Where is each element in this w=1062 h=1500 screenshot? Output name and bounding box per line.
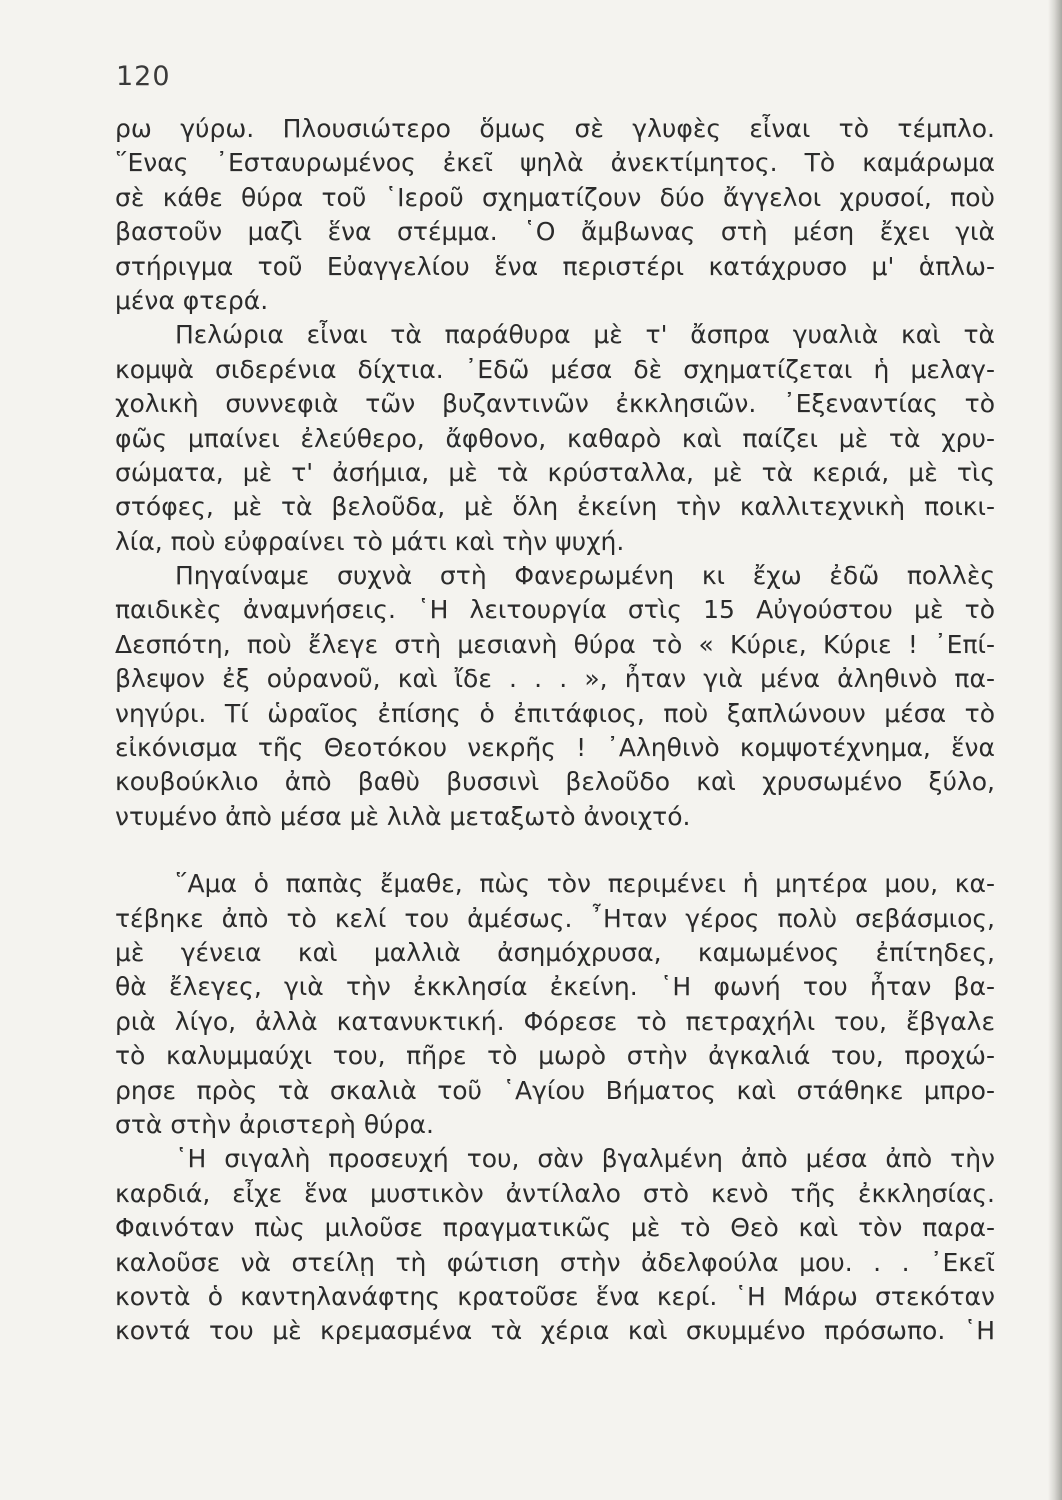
- text-line: καρδιά, εἶχε ἕνα μυστικὸν ἀντίλαλο στὸ κενὸ τῆς ἐκκλησίας.: [115, 1178, 995, 1208]
- text-line: κομψὰ σιδερένια δίχτια. ᾿Εδῶ μέσα δὲ σχηματίζεται ἡ μελαγ-: [115, 354, 995, 384]
- text-line: καλοῦσε νὰ στείλῃ τὴ φώτιση στὴν ἀδελφούλα μου. . . ᾿Εκεῖ: [115, 1247, 995, 1277]
- text-line: βαστοῦν μαζὶ ἕνα στέμμα. ῾Ο ἄμβωνας στὴ μέση ἔχει γιὰ: [115, 217, 995, 247]
- text-line: μένα φτερά.: [115, 285, 269, 315]
- text-line: ντυμένο ἀπὸ μέσα μὲ λιλὰ μεταξωτὸ ἀνοιχτό.: [115, 801, 691, 831]
- text-line: ρησε πρὸς τὰ σκαλιὰ τοῦ ῾Αγίου Βήματος καὶ στάθηκε μπρο-: [115, 1075, 995, 1105]
- text-line: τέβηκε ἀπὸ τὸ κελί του ἀμέσως. ῏Ηταν γέρος πολὺ σεβάσμιος,: [115, 903, 995, 933]
- text-line: φῶς μπαίνει ἐλεύθερο, ἄφθονο, καθαρὸ καὶ παίζει μὲ τὰ χρυ-: [115, 423, 995, 453]
- text-line: Πηγαίναμε συχνὰ στὴ Φανερωμένη κι ἔχω ἐδῶ πολλὲς: [175, 561, 995, 591]
- text-line: μὲ γένεια καὶ μαλλιὰ ἀσημόχρυσα, καμωμένος ἐπίτηδες,: [115, 937, 995, 967]
- text-line: σὲ κάθε θύρα τοῦ ῾Ιεροῦ σχηματίζουν δύο ἄγγελοι χρυσοί, ποὺ: [115, 182, 995, 212]
- text-line: Φαινόταν πὼς μιλοῦσε πραγματικῶς μὲ τὸ Θεὸ καὶ τὸν παρα-: [115, 1213, 995, 1243]
- text-line: ρω γύρω. Πλουσιώτερο ὅμως σὲ γλυφὲς εἶναι τὸ τέμπλο.: [115, 114, 995, 143]
- text-line: βλεψον ἐξ οὐρανοῦ, καὶ ἴδε . . . », ἦταν γιὰ μένα ἀληθινὸ πα-: [115, 664, 995, 694]
- text-line: τὸ καλυμμαύχι του, πῆρε τὸ μωρὸ στὴν ἀγκαλιά του, προχώ-: [115, 1041, 995, 1071]
- text-line: λία, ποὺ εὐφραίνει τὸ μάτι καὶ τὴν ψυχή.: [115, 526, 625, 556]
- text-line: ῞Ενας ᾿Εσταυρωμένος ἐκεῖ ψηλὰ ἀνεκτίμητος. Τὸ καμάρωμα: [115, 148, 995, 178]
- body-text: [115, 112, 995, 1349]
- text-line: ῾Η σιγαλὴ προσευχή του, σὰν βγαλμένη ἀπὸ μέσα ἀπὸ τὴν: [175, 1144, 995, 1174]
- page-number: 120: [116, 61, 171, 92]
- text-line: εἰκόνισμα τῆς Θεοτόκου νεκρῆς ! ᾿Αληθινὸ κομψοτέχνημα, ἕνα: [115, 733, 995, 763]
- text-line: ῞Αμα ὁ παπὰς ἔμαθε, πὼς τὸν περιμένει ἡ μητέρα μου, κα-: [175, 869, 995, 899]
- text-line: στήριγμα τοῦ Εὐαγγελίου ἕνα περιστέρι κατάχρυσο μ' ἁπλω-: [115, 251, 995, 281]
- text-line: κουβούκλιο ἀπὸ βαθὺ βυσσινὶ βελοῦδο καὶ χρυσωμένο ξύλο,: [115, 767, 995, 797]
- text-line: κοντά του μὲ κρεμασμένα τὰ χέρια καὶ σκυμμένο πρόσωπο. ῾Η: [115, 1316, 995, 1346]
- text-line: σώματα, μὲ τ' ἀσήμια, μὲ τὰ κρύσταλλα, μὲ τὰ κεριά, μὲ τὶς: [115, 457, 995, 487]
- text-line: κοντὰ ὁ καντηλανάφτης κρατοῦσε ἕνα κερί. ῾Η Μάρω στεκόταν: [115, 1281, 995, 1311]
- page-edge-shadow: [1048, 0, 1062, 1500]
- text-line: νηγύρι. Τί ὡραῖος ἐπίσης ὁ ἐπιτάφιος, ποὺ ξαπλώνουν μέσα τὸ: [115, 698, 995, 728]
- text-line: ριὰ λίγο, ἀλλὰ κατανυκτική. Φόρεσε τὸ πετραχήλι του, ἔβγαλε: [115, 1006, 995, 1036]
- text-line: θὰ ἔλεγες, γιὰ τὴν ἐκκλησία ἐκείνη. ῾Η φωνή του ἦταν βα-: [115, 972, 995, 1002]
- text-line: Πελώρια εἶναι τὰ παράθυρα μὲ τ' ἄσπρα γυαλιὰ καὶ τὰ: [175, 320, 995, 350]
- text-line: παιδικὲς ἀναμνήσεις. ῾Η λειτουργία στὶς 15 Αὐγούστου μὲ τὸ: [115, 595, 995, 625]
- text-line: Δεσπότη, ποὺ ἔλεγε στὴ μεσιανὴ θύρα τὸ « Κύριε, Κύριε ! ᾿Επί-: [115, 629, 995, 659]
- text-line: χολικὴ συννεφιὰ τῶν βυζαντινῶν ἐκκλησιῶν. ᾿Εξεναντίας τὸ: [115, 389, 995, 419]
- text-line: στὰ στὴν ἀριστερὴ θύρα.: [115, 1109, 434, 1139]
- text-line: στόφες, μὲ τὰ βελοῦδα, μὲ ὅλη ἐκείνη τὴν καλλιτεχνικὴ ποικι-: [115, 492, 995, 522]
